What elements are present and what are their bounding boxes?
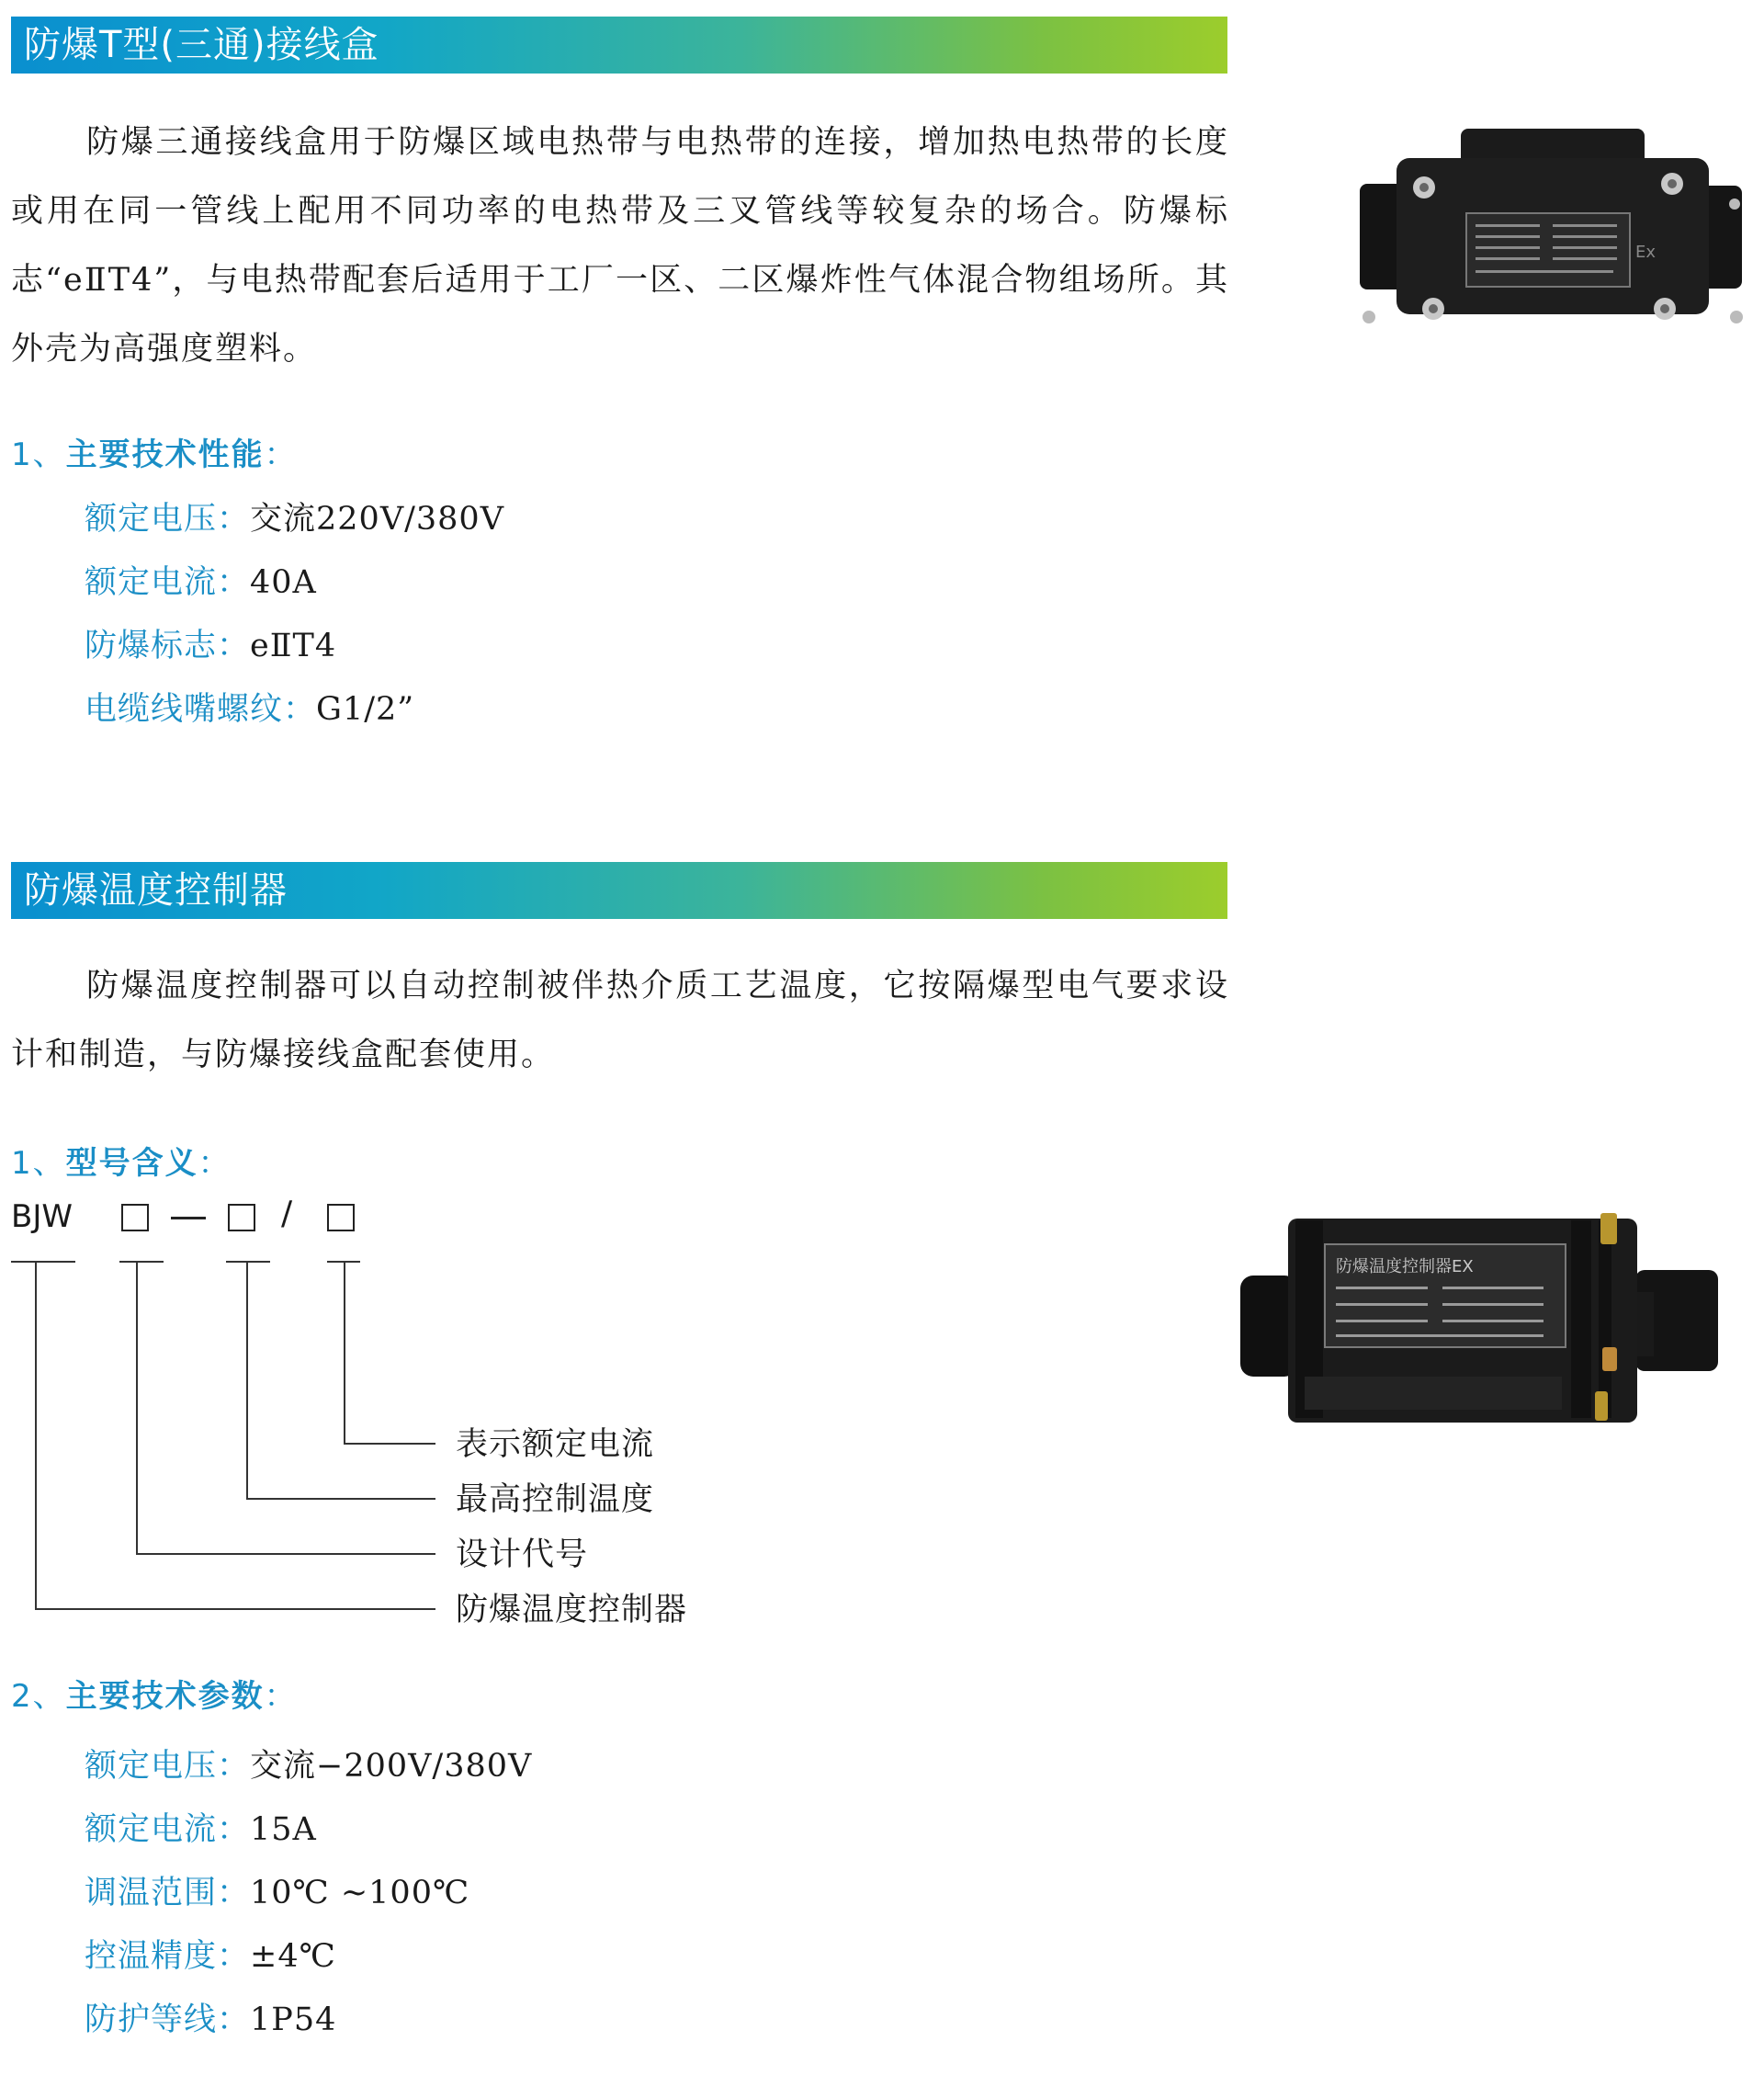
model-slot-box — [327, 1204, 355, 1231]
heading-text: 主要技术性能 — [65, 437, 265, 473]
heading-colon: ： — [264, 437, 298, 473]
spec-value: 交流220V/380V — [250, 501, 504, 538]
spec-label: 额定电流： — [85, 1811, 251, 1848]
spec-heading — [11, 429, 298, 474]
spec-label: 额定电压： — [85, 1748, 251, 1785]
spec-value: 1P54 — [250, 2001, 337, 2038]
model-dash — [171, 1217, 206, 1219]
bracket-horizontal — [35, 1608, 435, 1610]
bracket-vertical — [136, 1261, 138, 1553]
legend-design-code: 设计代号 — [456, 1536, 589, 1573]
section-banner-temperature-controller — [11, 862, 1227, 919]
model-slash: / — [281, 1195, 293, 1232]
heading-text: 型号含义 — [65, 1145, 198, 1182]
section-banner-junction-box — [11, 17, 1227, 74]
spec-rated-current — [85, 1804, 317, 1850]
spec-label: 防护等线： — [85, 2001, 251, 2038]
model-meaning-heading — [11, 1138, 232, 1183]
spec-protection-grade — [85, 1994, 336, 2040]
spec-value: 10℃ ~100℃ — [250, 1875, 470, 1911]
product-description: 防爆三通接线盒用于防爆区域电热带与电热带的连接，增加热电热带的长度或用在同一管线上配用不同功率的电热带及三叉管线等较复杂的场合。防爆标志“eⅡT4”，与电热带配套后适用于工厂一区、二区爆炸性气体混合物组场所。其外壳为高强度塑料。 — [11, 124, 1229, 368]
spec-value: 40A — [250, 564, 317, 601]
junction-box-illustration — [1360, 129, 1746, 340]
legend-rated-current: 表示额定电流 — [456, 1426, 655, 1463]
spec-rated-voltage — [85, 1741, 532, 1786]
parameters-heading — [11, 1671, 298, 1716]
bracket-top-line — [226, 1261, 270, 1263]
heading-number: 1、 — [11, 437, 66, 473]
temperature-controller-photo — [1240, 1211, 1736, 1441]
legend-max-temperature: 最高控制温度 — [456, 1481, 655, 1518]
bracket-vertical — [246, 1261, 248, 1498]
junction-box-photo — [1360, 129, 1746, 340]
spec-label: 电缆线嘴螺纹： — [85, 691, 317, 728]
spec-temperature-range — [85, 1867, 469, 1913]
heading-number: 2、 — [11, 1678, 66, 1715]
device-label-title: 防爆温度控制器EX — [1336, 1257, 1474, 1276]
ex-mark: Ex — [1635, 243, 1657, 262]
spec-accuracy — [85, 1931, 336, 1977]
bracket-horizontal — [246, 1498, 435, 1500]
spec-label: 额定电流： — [85, 564, 251, 601]
product-description: 防爆温度控制器可以自动控制被伴热介质工艺温度，它按隔爆型电气要求设计和制造，与防爆接线盒配套使用。 — [11, 968, 1229, 1073]
bracket-top-line — [119, 1261, 164, 1263]
spec-value: 交流−200V/380V — [250, 1748, 533, 1785]
spec-explosion-mark — [85, 620, 336, 666]
heading-number: 1、 — [11, 1145, 66, 1182]
heading-colon: ： — [264, 1678, 298, 1715]
bracket-horizontal — [136, 1553, 435, 1555]
spec-cable-thread — [85, 684, 414, 730]
legend-controller: 防爆温度控制器 — [456, 1592, 688, 1628]
model-slot-box — [121, 1204, 149, 1231]
spec-value: ±4℃ — [250, 1938, 336, 1975]
spec-label: 控温精度： — [85, 1938, 251, 1975]
section-title: 防爆T型(三通)接线盒 — [24, 24, 379, 66]
heading-colon: ： — [198, 1145, 232, 1182]
spec-rated-current — [85, 557, 317, 603]
heading-text: 主要技术参数 — [65, 1678, 265, 1715]
model-prefix: BJW — [11, 1198, 73, 1235]
spec-value: G1/2” — [316, 691, 415, 728]
spec-value: 15A — [250, 1811, 317, 1848]
bracket-vertical — [35, 1261, 37, 1608]
bracket-top-line — [11, 1261, 75, 1263]
bracket-vertical — [344, 1261, 345, 1443]
bracket-horizontal — [344, 1443, 435, 1445]
spec-label: 额定电压： — [85, 501, 251, 538]
temperature-controller-illustration — [1240, 1211, 1736, 1441]
section-title: 防爆温度控制器 — [24, 869, 288, 912]
spec-rated-voltage — [85, 493, 504, 539]
spec-value: eⅡT4 — [250, 628, 337, 664]
model-slot-box — [228, 1204, 255, 1231]
spec-label: 调温范围： — [85, 1875, 251, 1911]
spec-label: 防爆标志： — [85, 628, 251, 664]
